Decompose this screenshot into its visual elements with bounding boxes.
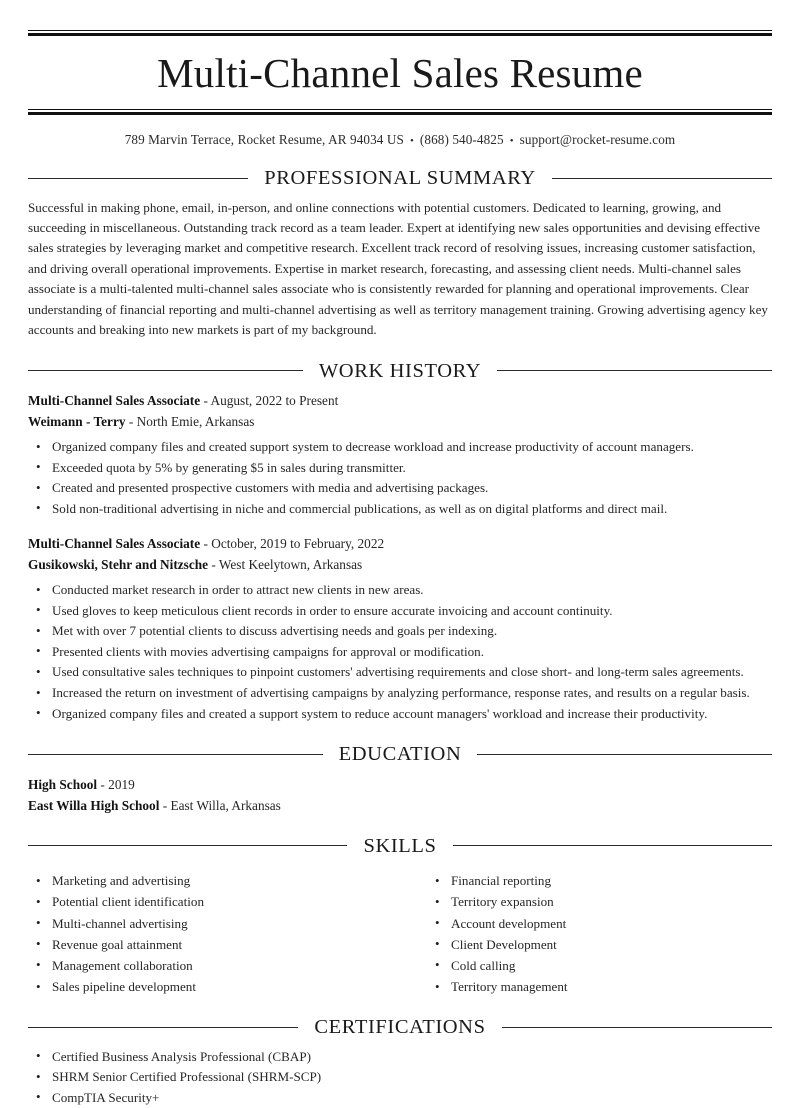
page-title: Multi-Channel Sales Resume xyxy=(157,50,643,96)
job-title-line xyxy=(28,533,772,554)
section-rule-right xyxy=(453,845,772,846)
header-bottom-rule xyxy=(28,109,772,115)
section-title-work-history: WORK HISTORY xyxy=(318,359,482,382)
list-item: • Certified Business Analysis Professional (CBAP) xyxy=(28,1047,772,1068)
section-rule-right xyxy=(477,754,772,755)
list-item: • Organized company files and created support system to decrease workload and increase productivity of account managers. xyxy=(28,437,772,458)
job-title: Multi-Channel Sales Associate xyxy=(28,393,201,409)
list-item: • Territory expansion xyxy=(427,891,772,912)
skills-list-left xyxy=(28,870,400,997)
section-title-skills: SKILLS xyxy=(363,834,437,857)
list-item: • Presented clients with movies advertising campaigns for approval or modification. xyxy=(28,642,772,663)
education-location: - East Willa, Arkansas xyxy=(162,797,281,813)
section-header-work-history xyxy=(28,361,772,382)
professional-summary-text: Successful in making phone, email, in-person, and online connections with potential customers. Dedicated to learning, growing, and succeeding in miscellaneous. Outstanding track record as a team leader. Expert at identifying new sales opportunities and devising effective sales strategies by leveraging market and competitive research. Excellent track record of resolving issues, increasing customer satisfaction, and driving overall operational improvements. Expertise in market research, forecasting, and assessing client needs. Multi-channel sales associate is a multi-talented multi-channel sales associate who is consistently rewarded for planning and operational improvements. Clear understanding of financial reporting and multi-channel advertising as well as territory management training. Growing advertising agency key accounts and breaking into new markets is part of my background. xyxy=(28,199,768,338)
section-title-education: EDUCATION xyxy=(338,743,462,766)
list-item: • Met with over 7 potential clients to discuss advertising needs and goals per indexing. xyxy=(28,621,772,642)
section-header-skills xyxy=(28,836,772,857)
work-history-entry xyxy=(28,533,772,724)
list-item: • CompTIA Security+ xyxy=(28,1088,772,1108)
education-degree: High School xyxy=(28,776,98,792)
contact-email: support@rocket-resume.com xyxy=(519,132,676,148)
list-item: • Organized company files and created a support system to reduce account managers' workload and increase their productivity. xyxy=(28,704,772,725)
job-bullet-list xyxy=(28,437,772,519)
list-item: • Management collaboration xyxy=(28,955,400,976)
list-item: • Financial reporting xyxy=(427,870,772,891)
list-item: • Used gloves to keep meticulous client records in order to ensure accurate invoicing and account continuity. xyxy=(28,601,772,622)
resume-page xyxy=(0,30,800,1105)
job-dates: - August, 2022 to Present xyxy=(203,393,339,409)
section-title-certifications: CERTIFICATIONS xyxy=(314,1016,486,1039)
section-rule-left xyxy=(28,1027,298,1028)
section-rule-left xyxy=(28,178,248,179)
skills-column-right xyxy=(400,865,772,997)
list-item: • Used consultative sales techniques to pinpoint customers' advertising requirements and close short- and long-term sales agreements. xyxy=(28,662,772,683)
skills-list-right xyxy=(427,870,772,997)
section-header-professional-summary xyxy=(28,168,772,189)
skills-column-left xyxy=(28,865,400,997)
job-dates: - October, 2019 to February, 2022 xyxy=(203,536,385,552)
list-item: • Client Development xyxy=(427,934,772,955)
job-company: Gusikowski, Stehr and Nitzsche xyxy=(28,557,209,573)
job-bullet-list xyxy=(28,580,772,724)
certifications-block xyxy=(28,1047,772,1108)
list-item: • Multi-channel advertising xyxy=(28,913,400,934)
job-location: - North Emie, Arkansas xyxy=(128,414,255,430)
list-item: • Increased the return on investment of advertising campaigns by analyzing performance, response rates, and results on a regular basis. xyxy=(28,683,772,704)
skills-columns xyxy=(28,865,772,997)
education-school-line xyxy=(28,795,772,816)
contact-address: 789 Marvin Terrace, Rocket Resume, AR 94034 US xyxy=(124,132,404,148)
header-top-rule xyxy=(28,30,772,36)
job-company-line xyxy=(28,554,772,575)
section-header-education xyxy=(28,744,772,765)
job-company-line xyxy=(28,411,772,432)
contact-phone: (868) 540-4825 xyxy=(419,132,504,148)
certifications-list xyxy=(28,1047,772,1108)
list-item: • Territory management xyxy=(427,976,772,997)
section-rule-right xyxy=(502,1027,772,1028)
section-title-professional-summary: PROFESSIONAL SUMMARY xyxy=(264,167,536,190)
section-rule-left xyxy=(28,845,347,846)
job-company: Weimann - Terry xyxy=(28,414,126,430)
list-item: • Revenue goal attainment xyxy=(28,934,400,955)
work-history-entry xyxy=(28,390,772,519)
education-entry xyxy=(28,774,772,816)
list-item: • Account development xyxy=(427,913,772,934)
section-rule-left xyxy=(28,754,323,755)
list-item: • Conducted market research in order to attract new clients in new areas. xyxy=(28,580,772,601)
job-title-line xyxy=(28,390,772,411)
section-rule-right xyxy=(497,370,772,371)
list-item: • Sold non-traditional advertising in niche and commercial publications, as well as on digital platforms and direct mail. xyxy=(28,499,772,520)
section-rule-left xyxy=(28,370,303,371)
job-location: - West Keelytown, Arkansas xyxy=(211,557,363,573)
list-item: • Sales pipeline development xyxy=(28,976,400,997)
job-title: Multi-Channel Sales Associate xyxy=(28,536,201,552)
list-item: • Marketing and advertising xyxy=(28,870,400,891)
education-school: East Willa High School xyxy=(28,797,160,813)
education-degree-line xyxy=(28,774,772,795)
list-item: • Cold calling xyxy=(427,955,772,976)
list-item: • Potential client identification xyxy=(28,891,400,912)
list-item: • Created and presented prospective customers with media and advertising packages. xyxy=(28,478,772,499)
contact-separator-1: • xyxy=(409,135,414,148)
list-item: • SHRM Senior Certified Professional (SHRM-SCP) xyxy=(28,1067,772,1088)
contact-line xyxy=(28,132,772,148)
contact-separator-2: • xyxy=(509,135,514,148)
list-item: • Exceeded quota by 5% by generating $5 in sales during transmitter. xyxy=(28,458,772,479)
section-rule-right xyxy=(552,178,772,179)
education-year: - 2019 xyxy=(100,776,135,792)
